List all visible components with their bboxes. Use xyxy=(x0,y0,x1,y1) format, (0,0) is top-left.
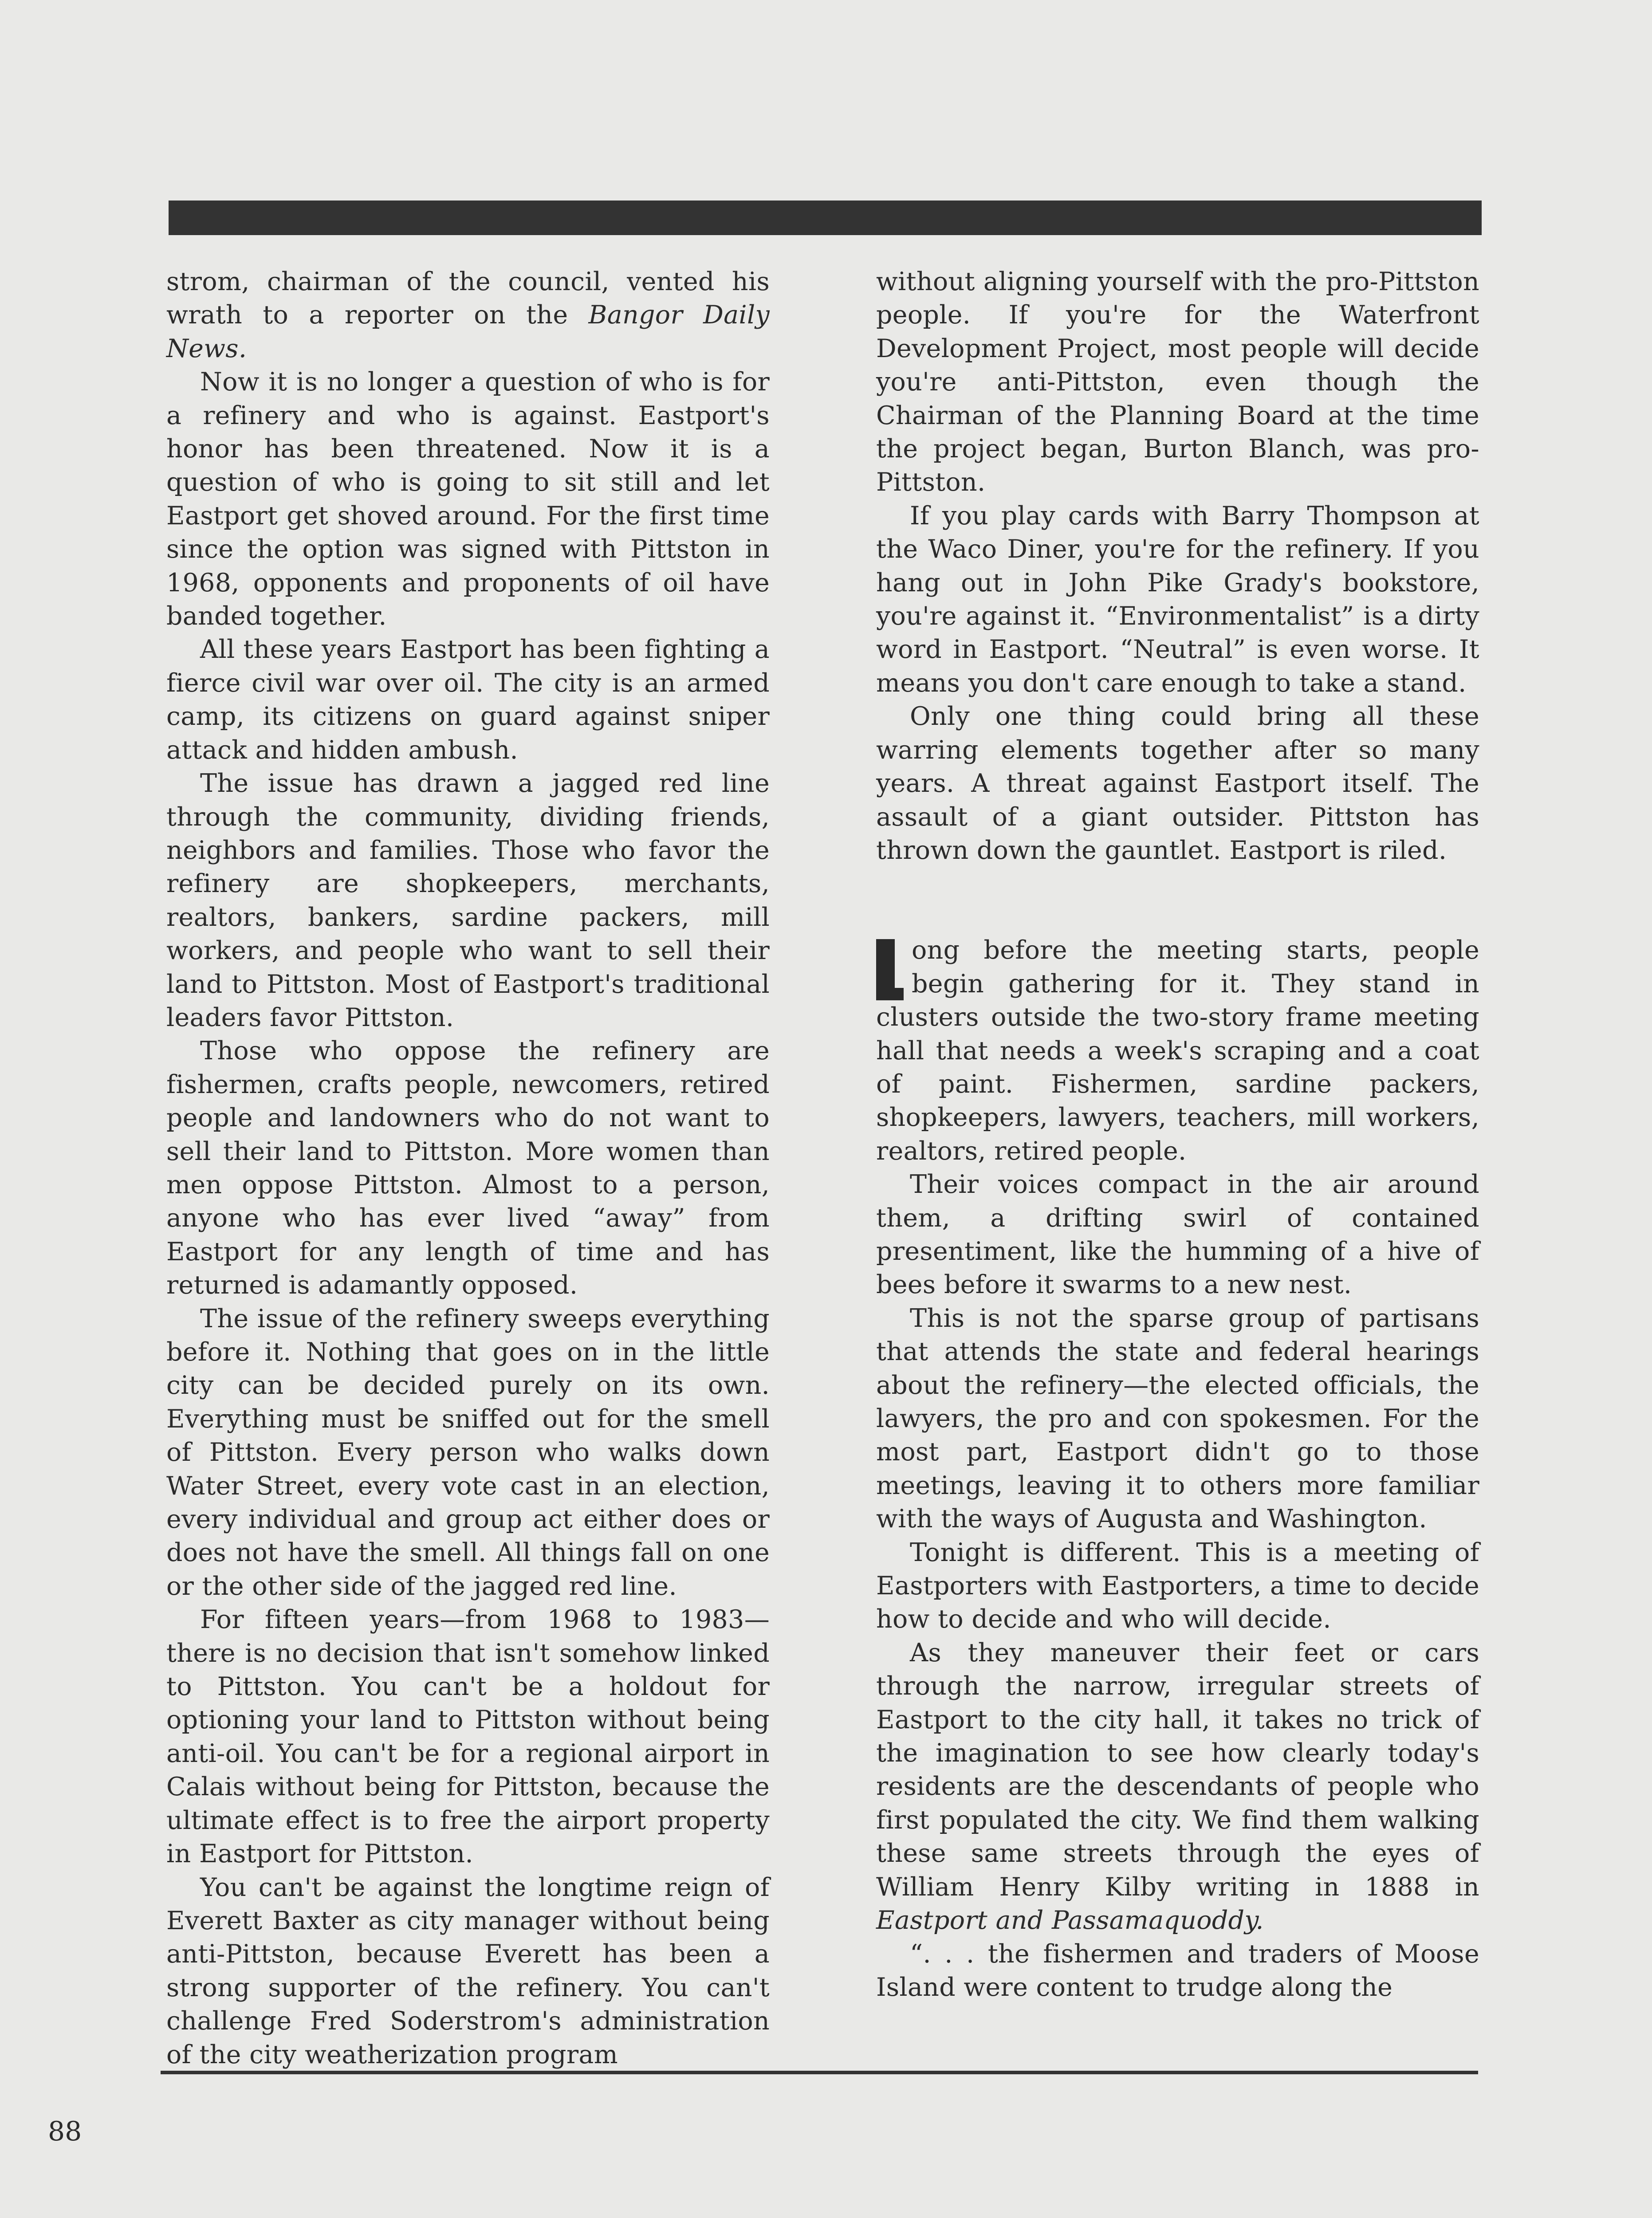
paragraph: Those who oppose the refinery are fishermen, crafts people, newcomers, retired people and landowners who do not want to sell their land to Pittston. More women than men oppose Pittston. Almost to a person, anyone who has ever lived “away” from Eastport for any length of time and has returned is adamantly opposed. xyxy=(166,1036,770,1300)
paragraph-text: ong before the meeting starts, people begin gathering for it. They stand in clusters outside the two-story frame meeting hall that needs a week's scraping and a coat of paint. Fishermen, sardine packers, shopkeepers, lawyers, teachers, mill workers, realtors, retired people. xyxy=(876,936,1479,1166)
footer-rule xyxy=(161,2071,1478,2074)
paragraph: Tonight is different. This is a meeting of Eastporters with Eastporters, a time to decide how to decide and who will decide. xyxy=(876,1538,1479,1634)
paragraph: The issue has drawn a jagged red line through the community, dividing friends, neighbors and families. Those who favor the refinery are shopkeepers, merchants, realtors, bankers, sardine packers, mill workers, and people who want to sell their land to Pittston. Most of Eastport's traditional leaders favor Pittston. xyxy=(166,769,770,1032)
paragraph: If you play cards with Barry Thompson at the Waco Diner, you're for the refinery. If you hang out in John Pike Grady's bookstore, you're against it. “Environmentalist” is a dirty word in Eastport. “Neutral” is even worse. It means you don't care enough to take a stand. xyxy=(876,501,1479,698)
paragraph: Only one thing could bring all these warring elements together after so many years. A threat against Eastport itself. The assault of a giant outsider. Pittston has thrown down the gauntlet. Eastport is riled. xyxy=(876,702,1479,865)
paragraph: “. . . the fishermen and traders of Moose Island were content to trudge along the xyxy=(876,1939,1479,2002)
left-column xyxy=(166,265,770,2072)
paragraph: This is not the sparse group of partisans that attends the state and federal hearings about the refinery—the elected officials, the lawyers, the pro and con spokesmen. For the most part, Eastport didn't go to those meetings, leaving it to others more familiar with the ways of Augusta and Washington. xyxy=(876,1303,1479,1534)
newspaper-title: Bangor Daily News. xyxy=(166,300,770,363)
paragraph-text: As they maneuver their feet or cars through the narrow, irregular streets of Eastport to the city hall, it takes no trick of the imagination to see how clearly today's residents are the descendants of people who first populated the city. We find them walking these same streets through the eyes of William Henry Kilby writing in 1888 in xyxy=(876,1638,1479,1902)
page-number: 88 xyxy=(48,2116,82,2147)
right-column xyxy=(876,265,1479,2004)
paragraph-text: strom, chairman of the council, vented his wrath to a reporter on the xyxy=(166,267,770,330)
drop-cap-l xyxy=(876,939,904,1000)
paragraph xyxy=(166,265,770,366)
paragraph: For fifteen years—from 1968 to 1983—there is no decision that isn't somehow linked to Pittston. You can't be a holdout for optioning your land to Pittston without being anti-oil. You can't be for a regional airport in Calais without being for Pittston, because the ultimate effect is to free the airport property in Eastport for Pittston. xyxy=(166,1605,770,1869)
section-opening-paragraph xyxy=(876,934,1479,1168)
paragraph: without aligning yourself with the pro-Pittston people. If you're for the Waterfront Development Project, most people will decide you're anti-Pittston, even though the Chairman of the Planning Board at the time the project began, Burton Blanch, was pro-Pittston. xyxy=(876,267,1479,497)
paragraph: The issue of the refinery sweeps everything before it. Nothing that goes on in the little city can be decided purely on its own. Everything must be sniffed out for the smell of Pittston. Every person who walks down Water Street, every vote cast in an election, every individual and group act either does or does not have the smell. All things fall on one or the other side of the jagged red line. xyxy=(166,1304,770,1601)
paragraph: All these years Eastport has been fighting a fierce civil war over oil. The city is an armed camp, its citizens on guard against sniper attack and hidden ambush. xyxy=(166,635,770,765)
paragraph: You can't be against the longtime reign of Everett Baxter as city manager without being anti-Pittston, because Everett has been a strong supporter of the refinery. You can't challenge Fred Soderstrom's administration of the city weatherization program xyxy=(166,1872,770,2069)
paragraph: Their voices compact in the air around them, a drifting swirl of contained presentiment, like the humming of a hive of bees before it swarms to a new nest. xyxy=(876,1170,1479,1300)
paragraph xyxy=(876,1636,1479,1938)
paragraph: Now it is no longer a question of who is for a refinery and who is against. Eastport's honor has been threatened. Now it is a question of who is going to sit still and let Eastport get shoved around. For the first time since the option was signed with Pittston in 1968, opponents and proponents of oil have banded together. xyxy=(166,367,770,631)
book-title: Eastport and Passamaquoddy. xyxy=(876,1906,1264,1935)
header-rule-bar xyxy=(169,201,1482,235)
